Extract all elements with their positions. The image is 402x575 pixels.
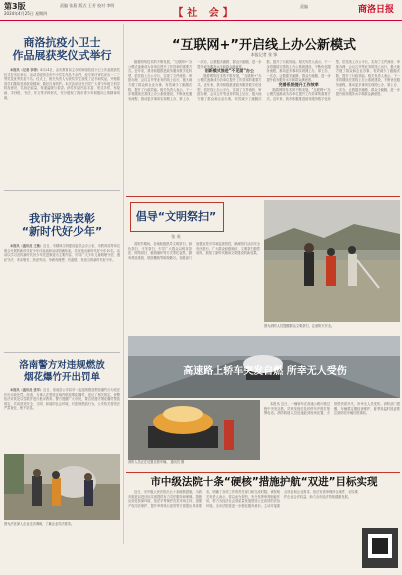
article4-subhead1: 创新模式推进“不见面”办公 <box>204 68 254 74</box>
masthead-rule <box>0 20 402 21</box>
column-divider <box>123 24 124 544</box>
car-fire-photo <box>128 400 260 460</box>
qr-code-block <box>362 528 398 568</box>
article1-headline-line2: 作品展获奖仪式举行 <box>12 49 112 62</box>
newspaper-logo: 商洛日报 <box>358 5 395 15</box>
article2-byline: 本报讯（通讯员 王敏） <box>10 244 44 248</box>
article3-headline-line2: 烟花爆竹开出罚单 <box>23 372 100 383</box>
article1-text: 4月24日，由市教育局主办的商洛抗疫小卫士作品展获奖仪式在市区举行。活动共收到全市中小学生作品千余件，经专家评审共评出一二三等奖及优秀奖若干名。仪式上，相关负责人为获奖学生颁发了证书和奖品，并勉励同学们继续发扬抗疫精神，做好自身防护。本次活动旨在引导广大青少年树立科学防疫意识，弘扬正能量，传递温暖与希望。获奖作品内容丰富、形式多样，有绘画、手抄报、书法、作文等多种形式，充分展现了我市青少年积极向上的精神风貌。 <box>4 68 120 100</box>
article1-headline-line1: 商洛抗疫小卫士 <box>23 36 101 49</box>
masthead <box>0 0 402 20</box>
article3-body <box>4 388 120 450</box>
article1-body <box>4 68 120 184</box>
article7-headline: 市中级法院十条“硬核”措施护航“双进”目标实现 <box>150 476 378 488</box>
article6-headline: 高速路上轿车突发自燃 所幸无人受伤 <box>183 366 347 377</box>
article3-headline-line1: 洛南警方对违规燃放 <box>19 360 105 371</box>
article4-headline: “互联网+”开启线上办公新模式 <box>172 38 356 53</box>
divider <box>4 190 120 191</box>
article7-text: 近日，市中级人民法院出台十条硬核措施，为我市推进双进目标实现提供有力司法服务和保障。措施从优化营商环境、依法平等保护各类市场主体、加强产权司法保护、提升审判执行质效等方面提出具体要求，明确了各项工作的责任部门和完成时限。该院相关负责人表示，将以此为契机，充分发挥审判职能作用，努力为经济社会高质量发展营造公正高效的法治环境。全市法院将进一步强化服务意识，主动对接重点项目和企业需求，依法妥善审理涉企案件，切实维护企业合法权益，助力全市经济持续健康发展。 <box>128 490 358 508</box>
article1-byline: 本报讯（记者 李涛） <box>10 68 41 72</box>
page-number: 第3版 <box>4 2 26 11</box>
article6-photo-caption: 消防人员正在处置自燃车辆。 通讯员 摄 <box>128 460 185 464</box>
article4-byline: 本报记者 张 锋 <box>250 52 278 57</box>
article2-body <box>4 244 120 348</box>
publication-date: 2024年4月25日 星期四 <box>4 11 48 16</box>
article2-text: 近日，市精神文明建设委员会办公室、市教育局等单位联合开展的新时代好少年评选表彰活动圆满结束，共评选出新时代好少年10名。活动以学习宣传新时代好少年先进事迹为主要内容，引导广大少年儿童明理守信、遵纪守法、孝亲敬长、热爱劳动，争做有理想、有道德、有担当的新时代好少年。 <box>4 244 120 262</box>
article1-headline <box>10 36 114 62</box>
article5-headline: 倡导“文明祭扫” <box>135 210 217 223</box>
article5-byline: 张 英 <box>171 234 181 239</box>
article3-text: 近日，洛南县公安局对一起违规燃放烟花爆竹行为依法作出行政处罚。经查，当事人在禁放区域内燃放烟花爆竹，违反了相关规定，民警依法对其处以罚款并进行批评教育。警方提醒广大市民，要自觉遵守烟花爆竹禁放规定，共同营造安全、文明、和谐的社会环境，对违规燃放行为，公安机关将依法严肃查处，绝不姑息。 <box>4 388 120 411</box>
article7-body <box>128 490 358 572</box>
article5-body <box>128 242 260 324</box>
article4-body <box>128 60 400 192</box>
fire-scene-photo <box>4 454 120 520</box>
article2-headline-line1: 我市评选表彰 <box>29 212 95 225</box>
article2-headline <box>10 212 114 238</box>
editor-line: 责编 张燕 版式 王芳 校对 李明 <box>60 3 115 8</box>
tomb-sweeping-photo <box>264 200 400 322</box>
bottom-left-caption: 图为法官深入企业走访调研，了解企业司法需求。 <box>4 522 75 526</box>
divider <box>126 196 400 197</box>
article4-para3: 随着网络技术的不断发展，“互联网+”办公模式逐渐成为各单位提升工作效率的重要方式。近年来，我市积极推进政务服务数字化转型，依托线上办公平台，实现了文件流转、审批办理、会议召开等业务的线上运行，极大地方便了群众和企业办事，有效减少了跑腿次数，提升了行政效能。相关负责人表示，下一步将继续完善线上办公系统建设，不断优化服务流程，推动更多事项实现网上办、掌上办、一次办，让数据多跑路、群众少跑腿，进一步提升政务服务水平和群众满意度。 <box>266 60 400 101</box>
article6-text: 本报讯 近日，一辆轿车在高速公路行驶过程中突发自燃，司机发现后及时停车并拨打报警电话。消防救援人员迅速赶到现场处置，火势很快被扑灭，所幸无人员受伤。消防部门提醒，车辆要定期检查维护，夏季高温时段更要注意防范车辆自燃事故。 <box>264 402 400 416</box>
article2-headline-line2: “新时代好少年” <box>21 225 103 238</box>
article4-subhead2: 完善系统提升工作效率 <box>278 81 319 87</box>
article5-caption: 图为消防人员提醒群众文明祭扫、注意防火安全。 <box>264 324 335 328</box>
section-title: 【社 会】 <box>173 8 237 19</box>
article4-para1: 随着网络技术的不断发展，“互联网+”办公模式逐渐成为各单位提升工作效率的重要方式。近年来，我市积极推进政务服务数字化转型，依托线上办公平台，实现了文件流转、审批办理、会议召开等业务的线上运行，极大地方便了群众和企业办事，有效减少了跑腿次数，提升了行政效能。相关负责人表示，下一步将继续完善线上办公系统建设，不断优化服务流程，推动更多事项实现网上办、掌上办、一次办，让数据多跑路、群众少跑腿，进一步提升政务服务水平和群众满意度。 <box>128 60 262 101</box>
divider <box>4 352 120 353</box>
divider <box>126 472 400 473</box>
article4-para2: 随着网络技术的不断发展，“互联网+”办公模式逐渐成为各单位提升工作效率的重要方式。近年来，我市积极推进政务服务数字化转型，依托线上办公平台，实现了文件流转、审批办理、会议召开等业务的线上运行，极大地方便了群众和企业办事，有效减少了跑腿次数，提升了行政效能。相关负责人表示，下一步将继续完善线上办公系统建设，不断优化服务流程，推动更多事项实现网上办、掌上办、一次办，让数据多跑路、群众少跑腿，进一步提升政务服务水平和群众满意度。 <box>197 60 331 101</box>
article6-body <box>264 402 400 472</box>
article3-byline: 本报讯（通讯员 张军） <box>10 388 44 392</box>
article5-text: 清明节期间，各地积极倡导文明祭扫、绿色祭扫、平安祭扫，引导广大群众以鲜花祭祀、网络祭扫、植树缅怀等方式寄托哀思，摒弃焚烧纸钱、燃放鞭炮等陈规陋习。各级部门加强宣传引导和巡查管控，确保祭扫活动安全有序进行。广大群众积极响应，文明祭扫蔚然成风，展现了新时代精神文明建设的新成果。 <box>128 242 260 260</box>
article3-headline <box>10 360 114 384</box>
right-info: 责编 <box>300 4 308 9</box>
